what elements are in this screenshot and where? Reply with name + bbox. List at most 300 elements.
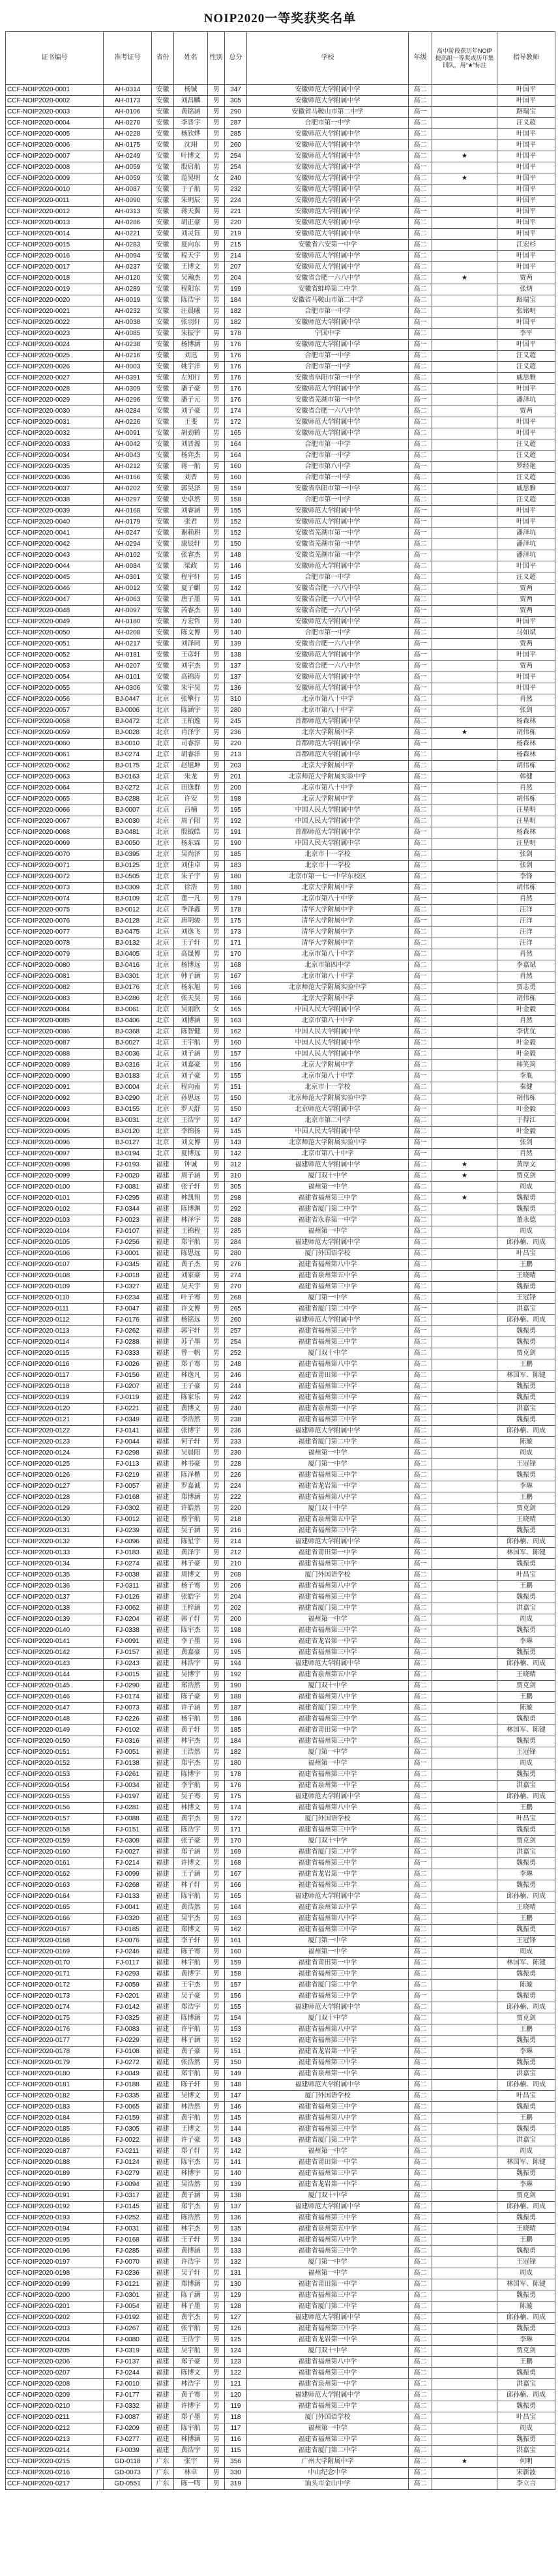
cell-grade: 高二 [409, 1082, 432, 1093]
cell-cert: CCF-NOIP2020-0164 [6, 1891, 104, 1902]
header-cert: 证书编号 [6, 32, 104, 85]
cell-exam-id: BJ-0030 [104, 816, 152, 827]
table-row [6, 151, 555, 162]
cell-grade: 高二 [409, 1614, 432, 1625]
cell-score: 144 [225, 2124, 247, 2135]
cell-score: 119 [225, 2401, 247, 2412]
cell-school: 福建省泉州第一中学 [247, 1404, 409, 1415]
cell-school: 中国人民大学附属中学 [247, 1038, 409, 1049]
cell-note [432, 1891, 497, 1902]
cell-school: 福建省龙岩第一中学 [247, 2180, 409, 2191]
cell-note [432, 1492, 497, 1503]
cell-grade: 高二 [409, 1027, 432, 1038]
cell-name: 吴子涵 [174, 1526, 208, 1537]
cell-coach: 杨森林 [497, 739, 555, 750]
cell-score: 232 [225, 185, 247, 196]
cell-province: 福建 [152, 1570, 174, 1581]
cell-sex: 男 [208, 1315, 225, 1326]
cell-school: 福建省福州第三中学 [247, 2401, 409, 2412]
table-row [6, 1082, 555, 1093]
cell-sex: 男 [208, 1603, 225, 1614]
cell-score: 192 [225, 816, 247, 827]
cell-exam-id: FJ-0177 [104, 2390, 152, 2401]
cell-province: 福建 [152, 1393, 174, 1404]
cell-school: 厦门外国语学校 [247, 1814, 409, 1825]
cell-coach: 杨森林 [497, 750, 555, 761]
cell-exam-id: BJ-0447 [104, 694, 152, 705]
cell-name: 黄子轩 [174, 1725, 208, 1736]
table-row [6, 1936, 555, 1947]
cell-grade: 高一 [409, 506, 432, 517]
cell-coach: 肖然 [497, 949, 555, 960]
cell-sex: 男 [208, 761, 225, 772]
cell-school: 福建省福州第三中学 [247, 2324, 409, 2335]
cell-exam-id: FJ-0298 [104, 1448, 152, 1459]
cell-name: 陈子涵 [174, 2290, 208, 2302]
cell-coach: 潘泽坑 [497, 395, 555, 406]
cell-cert: CCF-NOIP2020-0148 [6, 1714, 104, 1725]
cell-exam-id: FJ-0290 [104, 1681, 152, 1692]
cell-cert: CCF-NOIP2020-0169 [6, 1947, 104, 1958]
cell-score: 183 [225, 861, 247, 872]
cell-school: 福建省福州第三中学 [247, 2124, 409, 2135]
cell-school: 安徽省合肥一六八中学 [247, 606, 409, 617]
cell-exam-id: FJ-0293 [104, 1969, 152, 1980]
cell-province: 安徽 [152, 451, 174, 462]
cell-cert: CCF-NOIP2020-0136 [6, 1581, 104, 1592]
cell-coach: 汪义超 [497, 118, 555, 129]
cell-name: 黄宇杰 [174, 2313, 208, 2324]
table-row [6, 850, 555, 861]
cell-exam-id: BJ-0050 [104, 838, 152, 850]
table-row [6, 2423, 555, 2435]
cell-school: 福建省福州第三中学 [247, 1470, 409, 1481]
cell-sex: 男 [208, 2479, 225, 2490]
table-row [6, 1160, 555, 1171]
cell-grade: 高二 [409, 1659, 432, 1670]
cell-cert: CCF-NOIP2020-0036 [6, 473, 104, 484]
cell-grade: 高二 [409, 728, 432, 739]
cell-grade: 高二 [409, 1470, 432, 1481]
cell-grade: 高二 [409, 1681, 432, 1692]
cell-grade: 高二 [409, 2180, 432, 2191]
cell-name: 左知行 [174, 373, 208, 384]
table-row [6, 805, 555, 816]
cell-score: 154 [225, 2013, 247, 2024]
cell-cert: CCF-NOIP2020-0158 [6, 1825, 104, 1836]
cell-grade: 高二 [409, 816, 432, 827]
cell-note [432, 2335, 497, 2346]
cell-score: 150 [225, 2058, 247, 2069]
cell-grade: 高一 [409, 1304, 432, 1315]
cell-score: 157 [225, 1980, 247, 1991]
cell-exam-id: FJ-0252 [104, 2213, 152, 2224]
cell-cert: CCF-NOIP2020-0211 [6, 2412, 104, 2423]
cell-grade: 高二 [409, 1448, 432, 1459]
cell-grade: 高一 [409, 162, 432, 173]
cell-sex: 男 [208, 1758, 225, 1769]
cell-note [432, 118, 497, 129]
cell-exam-id: AH-0247 [104, 528, 152, 539]
cell-name: 陈宇杰 [174, 1625, 208, 1636]
table-row [6, 1659, 555, 1670]
cell-grade: 高二 [409, 1825, 432, 1836]
table-row [6, 1980, 555, 1991]
cell-name: 唐明骏 [174, 916, 208, 927]
table-row [6, 1215, 555, 1226]
cell-grade: 高二 [409, 2024, 432, 2036]
cell-score: 150 [225, 1104, 247, 1116]
cell-note [432, 2091, 497, 2102]
cell-cert: CCF-NOIP2020-0068 [6, 827, 104, 838]
table-row [6, 384, 555, 395]
cell-name: 许皓然 [174, 1503, 208, 1515]
cell-note [432, 495, 497, 506]
cell-exam-id: BJ-0061 [104, 1005, 152, 1016]
cell-sex: 男 [208, 351, 225, 362]
table-row [6, 717, 555, 728]
cell-score: 198 [225, 1625, 247, 1636]
cell-province: 福建 [152, 1969, 174, 1980]
cell-grade: 高二 [409, 1249, 432, 1260]
cell-score: 171 [225, 938, 247, 949]
cell-cert: CCF-NOIP2020-0195 [6, 2235, 104, 2246]
cell-coach: 王鹏 [497, 2235, 555, 2246]
cell-name: 苏子墨 [174, 1337, 208, 1348]
cell-exam-id: BJ-0155 [104, 1104, 152, 1116]
cell-cert: CCF-NOIP2020-0212 [6, 2423, 104, 2435]
cell-grade: 高二 [409, 251, 432, 262]
cell-sex: 男 [208, 2157, 225, 2169]
cell-cert: CCF-NOIP2020-0044 [6, 561, 104, 572]
cell-sex: 男 [208, 1492, 225, 1503]
cell-exam-id: AH-0097 [104, 606, 152, 617]
cell-grade: 高二 [409, 1215, 432, 1226]
table-row [6, 694, 555, 705]
cell-sex: 男 [208, 2202, 225, 2213]
cell-grade: 高二 [409, 240, 432, 251]
cell-province: 安徽 [152, 428, 174, 439]
table-row [6, 1049, 555, 1060]
cell-grade: 高二 [409, 362, 432, 373]
cell-exam-id: BJ-0132 [104, 938, 152, 949]
cell-exam-id: AH-0286 [104, 218, 152, 229]
cell-cert: CCF-NOIP2020-0151 [6, 1747, 104, 1758]
cell-note [432, 417, 497, 428]
cell-province: 福建 [152, 2124, 174, 2135]
cell-grade: 高一 [409, 639, 432, 650]
cell-coach: 周成 [497, 1758, 555, 1769]
cell-sex: 男 [208, 1925, 225, 1936]
cell-note [432, 2268, 497, 2279]
cell-sex: 男 [208, 595, 225, 606]
cell-score: 224 [225, 196, 247, 207]
cell-province: 安徽 [152, 384, 174, 395]
cell-grade: 高二 [409, 1193, 432, 1204]
cell-exam-id: FJ-0145 [104, 2202, 152, 2213]
cell-province: 北京 [152, 894, 174, 905]
cell-cert: CCF-NOIP2020-0016 [6, 251, 104, 262]
cell-grade: 高二 [409, 2268, 432, 2279]
cell-grade: 高二 [409, 2235, 432, 2246]
cell-grade: 高二 [409, 351, 432, 362]
cell-name: 杨宇航 [174, 1714, 208, 1725]
cell-grade: 高二 [409, 850, 432, 861]
table-row [6, 2202, 555, 2213]
cell-score: 171 [225, 1825, 247, 1836]
cell-score: 164 [225, 451, 247, 462]
cell-note [432, 1803, 497, 1814]
cell-name: 张子豪 [174, 1836, 208, 1847]
cell-exam-id: FJ-0142 [104, 2002, 152, 2013]
cell-exam-id: FJ-0001 [104, 1249, 152, 1260]
cell-coach: 肖然 [497, 783, 555, 794]
cell-name: 张君 [174, 517, 208, 528]
table-row [6, 2346, 555, 2357]
cell-coach: 魏振勇 [497, 1470, 555, 1481]
cell-grade: 高二 [409, 273, 432, 284]
cell-name: 张擎行 [174, 694, 208, 705]
cell-grade: 高二 [409, 1016, 432, 1027]
cell-coach: 洪嘉宝 [497, 1781, 555, 1792]
cell-exam-id: FJ-0031 [104, 2224, 152, 2235]
table-row [6, 1803, 555, 1814]
cell-note [432, 2257, 497, 2268]
cell-note [432, 1559, 497, 1570]
cell-cert: CCF-NOIP2020-0143 [6, 1659, 104, 1670]
cell-note [432, 2080, 497, 2091]
cell-score: 213 [225, 750, 247, 761]
cell-sex: 男 [208, 1769, 225, 1781]
cell-province: 北京 [152, 1104, 174, 1116]
cell-coach: 董永德 [497, 1215, 555, 1226]
cell-province: 福建 [152, 1758, 174, 1769]
cell-name: 黄浩宇 [174, 2446, 208, 2457]
cell-exam-id: FJ-0327 [104, 1282, 152, 1293]
cell-grade: 高二 [409, 1703, 432, 1714]
cell-exam-id: FJ-0193 [104, 1160, 152, 1171]
cell-school: 福建师范大学附属中学 [247, 2202, 409, 2213]
cell-note [432, 2013, 497, 2024]
cell-school: 清华大学附属中学 [247, 927, 409, 938]
cell-sex: 男 [208, 539, 225, 550]
cell-exam-id: FJ-0288 [104, 1337, 152, 1348]
cell-grade: 高二 [409, 1093, 432, 1104]
table-row [6, 1914, 555, 1925]
cell-province: 福建 [152, 1249, 174, 1260]
cell-grade: 高二 [409, 1182, 432, 1193]
cell-cert: CCF-NOIP2020-0090 [6, 1071, 104, 1082]
cell-province: 北京 [152, 1049, 174, 1060]
cell-score: 121 [225, 2379, 247, 2390]
cell-school: 福州第一中学 [247, 1226, 409, 1237]
cell-score: 248 [225, 1359, 247, 1370]
cell-grade: 高二 [409, 717, 432, 728]
header-note: 高中阶段获历年NOIP 提高组一等奖或历年集训队，用“★”标注 [432, 32, 497, 85]
cell-note [432, 1348, 497, 1359]
cell-cert: CCF-NOIP2020-0054 [6, 672, 104, 683]
table-row [6, 1171, 555, 1182]
cell-coach: 林国军、陈键 [497, 1958, 555, 1969]
cell-cert: CCF-NOIP2020-0012 [6, 207, 104, 218]
cell-name: 郑子涵 [174, 1847, 208, 1858]
cell-school: 福建省莆田第一中学 [247, 1548, 409, 1559]
cell-exam-id: FJ-0117 [104, 1958, 152, 1969]
cell-grade: 高二 [409, 1836, 432, 1847]
cell-coach: 贾两 [497, 639, 555, 650]
table-row [6, 362, 555, 373]
cell-grade: 高二 [409, 1271, 432, 1282]
cell-cert: CCF-NOIP2020-0023 [6, 329, 104, 340]
cell-school: 福州第一中学 [247, 1947, 409, 1958]
cell-note [432, 1337, 497, 1348]
cell-grade: 高二 [409, 2157, 432, 2169]
cell-grade: 高二 [409, 1692, 432, 1703]
cell-name: 黄铭涵 [174, 107, 208, 118]
cell-school: 安徽省合肥一六八中学 [247, 584, 409, 595]
cell-province: 福建 [152, 2024, 174, 2036]
table-row [6, 927, 555, 938]
table-row [6, 1792, 555, 1803]
table-row [6, 306, 555, 318]
cell-province: 福建 [152, 1648, 174, 1659]
cell-cert: CCF-NOIP2020-0027 [6, 373, 104, 384]
cell-school: 福建省莆田第一中学 [247, 2279, 409, 2290]
cell-score: 284 [225, 1237, 247, 1249]
cell-school: 安徽省马鞍山市第二中学 [247, 107, 409, 118]
cell-coach: 汪义超 [497, 439, 555, 451]
cell-grade: 高二 [409, 1260, 432, 1271]
cell-province: 北京 [152, 1116, 174, 1127]
cell-note [432, 1093, 497, 1104]
cell-grade: 高二 [409, 2191, 432, 2202]
cell-exam-id: FJ-0018 [104, 1271, 152, 1282]
cell-name: 张宇航 [174, 2324, 208, 2335]
cell-school: 福建省福州第三中学 [247, 1736, 409, 1747]
cell-coach: 肖然 [497, 694, 555, 705]
cell-score: 228 [225, 1459, 247, 1470]
cell-sex: 男 [208, 1692, 225, 1703]
cell-score: 155 [225, 2002, 247, 2013]
cell-coach: 黄厚文 [497, 1160, 555, 1171]
table-row [6, 661, 555, 672]
table-row [6, 1736, 555, 1747]
cell-note [432, 994, 497, 1005]
cell-note [432, 2324, 497, 2335]
cell-sex: 男 [208, 162, 225, 173]
cell-school: 安徽师范大学附属中学 [247, 417, 409, 428]
cell-sex: 男 [208, 728, 225, 739]
cell-sex: 男 [208, 827, 225, 838]
cell-grade: 高二 [409, 1426, 432, 1437]
cell-coach: 洪嘉宝 [497, 1304, 555, 1315]
cell-grade: 高二 [409, 861, 432, 872]
cell-score: 220 [225, 739, 247, 750]
cell-coach: 魏振勇 [497, 1648, 555, 1659]
cell-sex: 男 [208, 661, 225, 672]
cell-note [432, 1659, 497, 1670]
cell-coach: 汪义超 [497, 362, 555, 373]
cell-grade: 高二 [409, 1293, 432, 1304]
cell-province: 福建 [152, 2002, 174, 2013]
cell-exam-id: BJ-0006 [104, 705, 152, 717]
cell-coach: 何明 [497, 2457, 555, 2468]
cell-coach: 贾两 [497, 595, 555, 606]
cell-province: 福建 [152, 1847, 174, 1858]
cell-name: 林浩然 [174, 2102, 208, 2113]
cell-grade: 高二 [409, 2047, 432, 2058]
cell-province: 福建 [152, 2091, 174, 2102]
cell-note [432, 351, 497, 362]
cell-name: 季泽鑫 [174, 905, 208, 916]
cell-school: 福建省厦门第二中学 [247, 2446, 409, 2457]
cell-note [432, 2368, 497, 2379]
cell-grade: 高二 [409, 1958, 432, 1969]
cell-coach: 周成 [497, 1182, 555, 1193]
cell-note [432, 639, 497, 650]
cell-grade: 高二 [409, 584, 432, 595]
cell-name: 刘晋 [174, 473, 208, 484]
cell-cert: CCF-NOIP2020-0133 [6, 1548, 104, 1559]
cell-cert: CCF-NOIP2020-0175 [6, 2013, 104, 2024]
cell-score: 157 [225, 1049, 247, 1060]
cell-note [432, 1570, 497, 1581]
cell-coach: 王鹏 [497, 2113, 555, 2124]
cell-coach: 魏振勇 [497, 1925, 555, 1936]
cell-grade: 高二 [409, 1481, 432, 1492]
cell-province: 福建 [152, 2058, 174, 2069]
cell-province: 北京 [152, 916, 174, 927]
cell-school: 厦门双十中学 [247, 1348, 409, 1359]
table-row [6, 1570, 555, 1581]
cell-name: 刘子豪 [174, 1071, 208, 1082]
cell-exam-id: FJ-0073 [104, 1703, 152, 1714]
cell-cert: CCF-NOIP2020-0215 [6, 2457, 104, 2468]
cell-note [432, 1958, 497, 1969]
cell-province: 福建 [152, 1592, 174, 1603]
cell-school: 安徽省阜阳市第一中学 [247, 373, 409, 384]
cell-cert: CCF-NOIP2020-0124 [6, 1448, 104, 1459]
table-row [6, 783, 555, 794]
cell-coach: 林国军、陈键 [497, 1370, 555, 1382]
cell-note [432, 185, 497, 196]
cell-coach: 贾克剑 [497, 2013, 555, 2024]
cell-cert: CCF-NOIP2020-0080 [6, 960, 104, 971]
cell-coach: 魏振勇 [497, 2290, 555, 2302]
cell-province: 安徽 [152, 661, 174, 672]
cell-exam-id: AH-0180 [104, 617, 152, 628]
cell-sex: 男 [208, 517, 225, 528]
cell-exam-id: FJ-0317 [104, 2191, 152, 2202]
cell-school: 中山纪念中学 [247, 2468, 409, 2479]
cell-name: 吴浩然 [174, 2180, 208, 2191]
cell-exam-id: FJ-0302 [104, 1503, 152, 1515]
cell-note [432, 2036, 497, 2047]
cell-coach: 戚思雅 [497, 484, 555, 495]
cell-province: 安徽 [152, 595, 174, 606]
cell-sex: 男 [208, 905, 225, 916]
cell-exam-id: BJ-0128 [104, 916, 152, 927]
table-row [6, 1847, 555, 1858]
cell-grade: 高二 [409, 2080, 432, 2091]
cell-school: 福建省厦门第二中学 [247, 2302, 409, 2313]
cell-note [432, 107, 497, 118]
cell-sex: 男 [208, 1581, 225, 1592]
table-row [6, 2379, 555, 2390]
cell-exam-id: BJ-0007 [104, 805, 152, 816]
cell-cert: CCF-NOIP2020-0024 [6, 340, 104, 351]
cell-sex: 男 [208, 2357, 225, 2368]
